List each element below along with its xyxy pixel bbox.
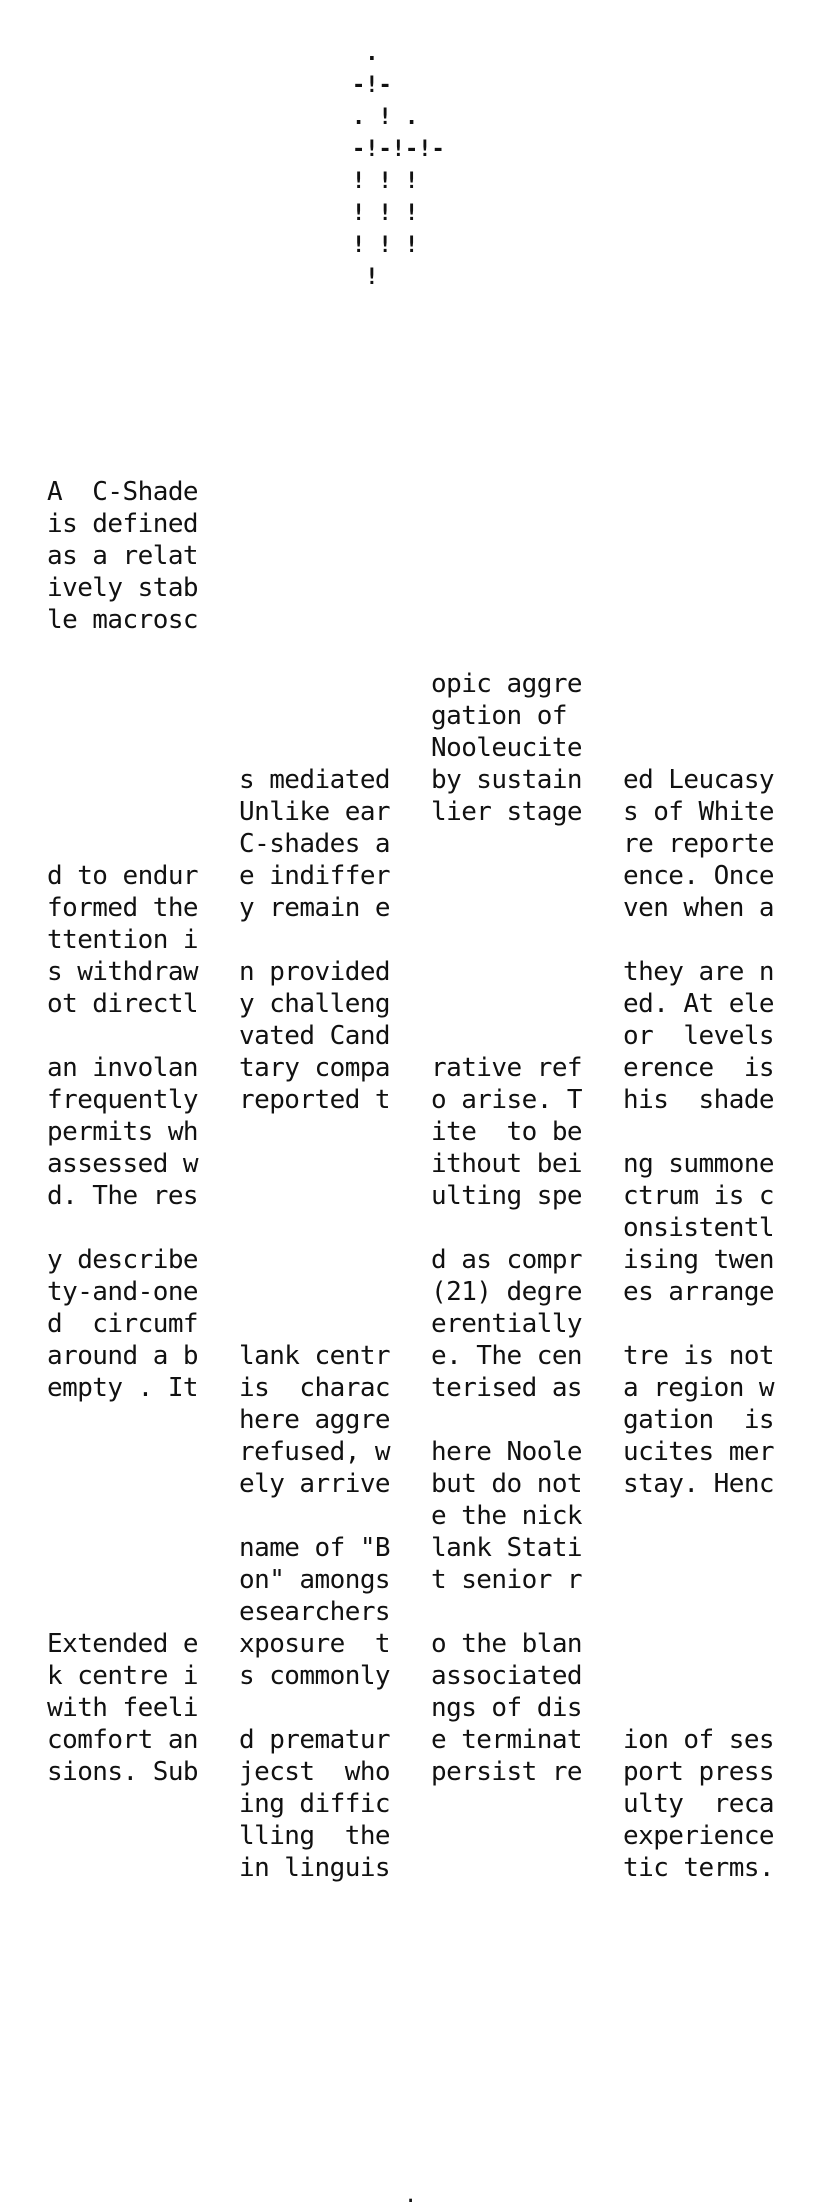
text-line: as a relat [47,541,199,571]
text-line: or levels [623,1021,775,1051]
text-line: xposure t [239,1629,391,1659]
text-line: ot directl [47,989,199,1019]
text-line: they are n [623,957,775,987]
text-line: ively stab [47,573,199,603]
text-line: s commonly [239,1661,391,1691]
text-line: y describe [47,1245,199,1275]
text-line: stay. Henc [623,1469,775,1499]
text-line: erentially [431,1309,583,1339]
text-line: k centre i [47,1661,199,1691]
text-line: ed. At ele [623,989,775,1019]
text-line: t senior r [431,1565,583,1595]
text-line: e the nick [431,1501,583,1531]
text-line: his shade [623,1085,775,1115]
text-line: ed Leucasy [623,765,775,795]
text-line: y remain e [239,893,391,923]
text-line: tic terms. [623,1853,775,1883]
text-line: C-shades a [239,829,391,859]
text-line: terised as [431,1373,583,1403]
text-line: experience [623,1821,775,1851]
text-line: gation is [623,1405,775,1435]
text-line: lling the [239,1821,391,1851]
text-line: is charac [239,1373,391,1403]
text-line: jecst who [239,1757,391,1787]
text-line: in linguis [239,1853,391,1883]
text-line: comfort an [47,1725,199,1755]
text-line: ngs of dis [431,1693,583,1723]
text-line: reported t [239,1085,391,1115]
text-line: ing diffic [239,1789,391,1819]
text-line: s of White [623,797,775,827]
text-line: ulty reca [623,1789,775,1819]
text-line: ite to be [431,1117,583,1147]
text-line: a region w [623,1373,775,1403]
text-line: persist re [431,1757,583,1787]
text-line: by sustain [431,765,583,795]
text-line: d prematur [239,1725,391,1755]
text-line: lier stage [431,797,583,827]
text-line: with feeli [47,1693,199,1723]
text-line: ulting spe [431,1181,583,1211]
text-line: esearchers [239,1597,391,1627]
text-line: ion of ses [623,1725,775,1755]
text-line: ven when a [623,893,775,923]
text-line: ctrum is c [623,1181,775,1211]
text-line: an involan [47,1053,199,1083]
text-line: on" amongs [239,1565,391,1595]
text-line: e. The cen [431,1341,583,1371]
text-line: erence is [623,1053,775,1083]
text-line: A C-Shade [47,477,199,507]
text-line: d circumf [47,1309,199,1339]
text-line: opic aggre [431,669,583,699]
text-line: tre is not [623,1341,775,1371]
text-line: frequently [47,1085,199,1115]
text-line: Nooleucite [431,733,583,763]
text-line: ty-and-one [47,1277,199,1307]
text-line: le macrosc [47,605,199,635]
text-line: d as compr [431,1245,583,1275]
text-line: formed the [47,893,199,923]
text-line: is defined [47,509,199,539]
text-line: permits wh [47,1117,199,1147]
text-line: d. The res [47,1181,199,1211]
text-line: ucites mer [623,1437,775,1467]
text-line: ithout bei [431,1149,583,1179]
text-line: name of "B [239,1533,391,1563]
text-line: e indiffer [239,861,391,891]
text-line: assessed w [47,1149,199,1179]
text-line: lank Stati [431,1533,583,1563]
text-line: associated [431,1661,583,1691]
text-line: ng summone [623,1149,775,1179]
text-line: tary compa [239,1053,391,1083]
text-line: (21) degre [431,1277,583,1307]
text-line: onsistentl [623,1213,775,1243]
text-line: Extended e [47,1629,199,1659]
text-line: empty . It [47,1373,199,1403]
text-line: s mediated [239,765,391,795]
text-line: e terminat [431,1725,583,1755]
text-line: re reporte [623,829,775,859]
text-line: sions. Sub [47,1757,199,1787]
end-mark: . [404,2183,418,2208]
text-line: but do not [431,1469,583,1499]
text-line: vated Cand [239,1021,391,1051]
text-line: rative ref [431,1053,583,1083]
text-line: gation of [431,701,567,731]
text-line: o arise. T [431,1085,583,1115]
text-line: ence. Once [623,861,775,891]
text-line: y challeng [239,989,391,1019]
text-line: lank centr [239,1341,391,1371]
text-line: here Noole [431,1437,583,1467]
text-line: o the blan [431,1629,583,1659]
text-line: s withdraw [47,957,199,987]
text-line: es arrange [623,1277,775,1307]
text-line: d to endur [47,861,199,891]
text-line: around a b [47,1341,199,1371]
text-line: ely arrive [239,1469,391,1499]
text-line: port press [623,1757,775,1787]
text-line: ttention i [47,925,199,955]
text-line: refused, w [239,1437,391,1467]
cross-glyph-illustration: . -!- . ! . -!-!-!- ! ! ! ! ! ! ! ! ! ! [352,41,445,290]
text-line: ising twen [623,1245,775,1275]
text-line: n provided [239,957,391,987]
text-line: Unlike ear [239,797,391,827]
text-line: here aggre [239,1405,391,1435]
